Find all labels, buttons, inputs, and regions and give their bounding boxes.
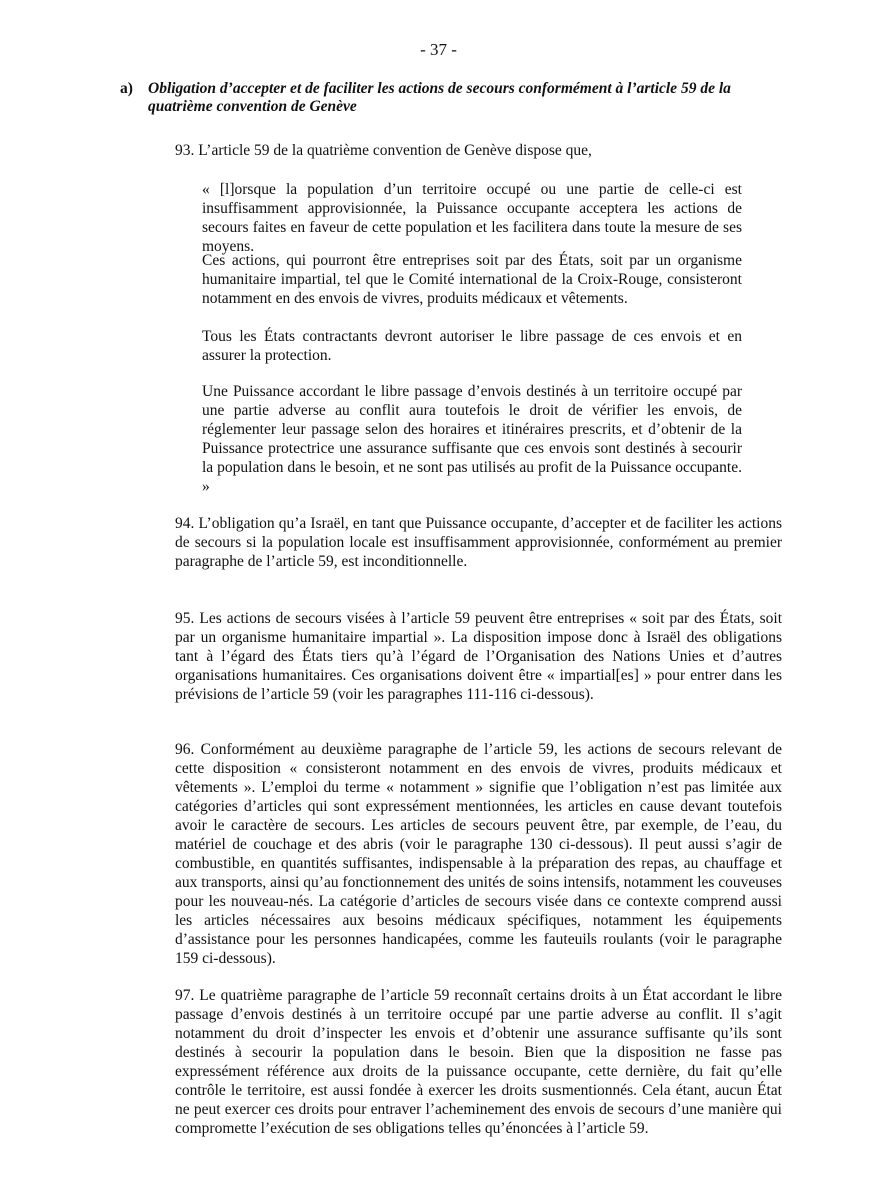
section-title: Obligation d’accepter et de faciliter les actions de secours conformément à l’article 59 de la quatrième convention de Genève	[148, 80, 731, 115]
section-letter: a)	[120, 80, 133, 97]
paragraph-95	[145, 609, 782, 704]
quote-2	[160, 251, 742, 308]
paragraph-text: 94. L’obligation qu’a Israël, en tant que Puissance occupante, d’accepter et de faciliter les actions de secours si la population locale est insuffisamment approvisionnée, conformément au premier paragraphe de l’article 59, est inconditionnelle.	[175, 515, 782, 570]
quote-text: Ces actions, qui pourront être entreprises soit par des États, soit par un organisme humanitaire impartial, tel que le Comité international de la Croix-Rouge, consisteront notamment en des envois de vivres, produits médicaux et vêtements.	[202, 252, 742, 307]
paragraph-text: 93. L’article 59 de la quatrième convention de Genève dispose que,	[175, 142, 592, 159]
quote-text: Tous les États contractants devront autoriser le libre passage de ces envois et en assurer la protection.	[202, 328, 742, 364]
paragraph-96	[145, 740, 782, 968]
paragraph-text: 97. Le quatrième paragraphe de l’article 59 reconnaît certains droits à un État accordant le libre passage d’envois destinés à un territoire occupé par une partie adverse au conflit. Il s’agit notamment du droit d’inspecter les envois et d’obtenir une assurance suffisante qu’ils sont destinés à secourir la population dans le besoin. Bien que la disposition ne fasse pas expressément référence aux droits de la puissance occupante, cette dernière, du fait qu’elle contrôle le territoire, est aussi fondée à exercer les droits susmentionnés. Cela étant, aucun État ne peut exercer ces droits pour entraver l’acheminement des envois de secours d’une manière qui compromette l’exécution de ses obligations telles qu’énoncées à l’article 59.	[175, 987, 782, 1137]
quote-4	[160, 382, 742, 496]
quote-3	[160, 327, 742, 365]
quote-1	[160, 180, 742, 256]
quote-text: « [l]orsque la population d’un territoire occupé ou une partie de celle-ci est insuffisamment approvisionnée, la Puissance occupante acceptera les actions de secours faites en faveur de cette population et les facilitera dans toute la mesure de ses moyens.	[202, 181, 742, 255]
paragraph-97	[145, 986, 782, 1138]
paragraph-94	[145, 514, 782, 571]
paragraph-text: 95. Les actions de secours visées à l’article 59 peuvent être entreprises « soit par des États, soit par un organisme humanitaire impartial ». La disposition impose donc à Israël des obligations tant à l’égard des États tiers qu’à l’égard de l’Organisation des Nations Unies et d’autres organisations humanitaires. Ces organisations doivent être « impartial[es] » pour entrer dans les prévisions de l’article 59 (voir les paragraphes 111-116 ci-dessous).	[175, 610, 782, 703]
paragraph-93	[145, 141, 782, 160]
section-heading	[120, 80, 782, 116]
page-number: - 37 -	[420, 40, 457, 59]
paragraph-text: 96. Conformément au deuxième paragraphe de l’article 59, les actions de secours relevant de cette disposition « consisteront notamment en des envois de vivres, produits médicaux et vêtements ». L’emploi du terme « notamment » signifie que l’obligation n’est pas limitée aux catégories d’articles qui sont expressément mentionnées, les articles en cause devant toutefois avoir le caractère de secours. Les articles de secours peuvent être, par exemple, de l’eau, du matériel de couchage et des abris (voir le paragraphe 130 ci-dessous). Il peut aussi s’agir de combustible, en quantités suffisantes, indispensable à la préparation des repas, au chauffage et aux transports, ainsi qu’au fonctionnement des unités de soins intensifs, notamment les couveuses pour les nouveau-nés. La catégorie d’articles de secours visée dans ce contexte comprend aussi les articles nécessaires aux besoins médicaux spécifiques, notamment les équipements d’assistance pour les personnes handicapées, comme les fauteuils roulants (voir le paragraphe 159 ci-dessous).	[175, 741, 782, 967]
quote-text: Une Puissance accordant le libre passage d’envois destinés à un territoire occupé par une partie adverse au conflit aura toutefois le droit de vérifier les envois, de réglementer leur passage selon des horaires et itinéraires prescrits, et d’obtenir de la Puissance protectrice une assurance suffisante que ces envois sont destinés à secourir la population dans le besoin, et ne sont pas utilisés au profit de la Puissance occupante. »	[202, 383, 742, 495]
